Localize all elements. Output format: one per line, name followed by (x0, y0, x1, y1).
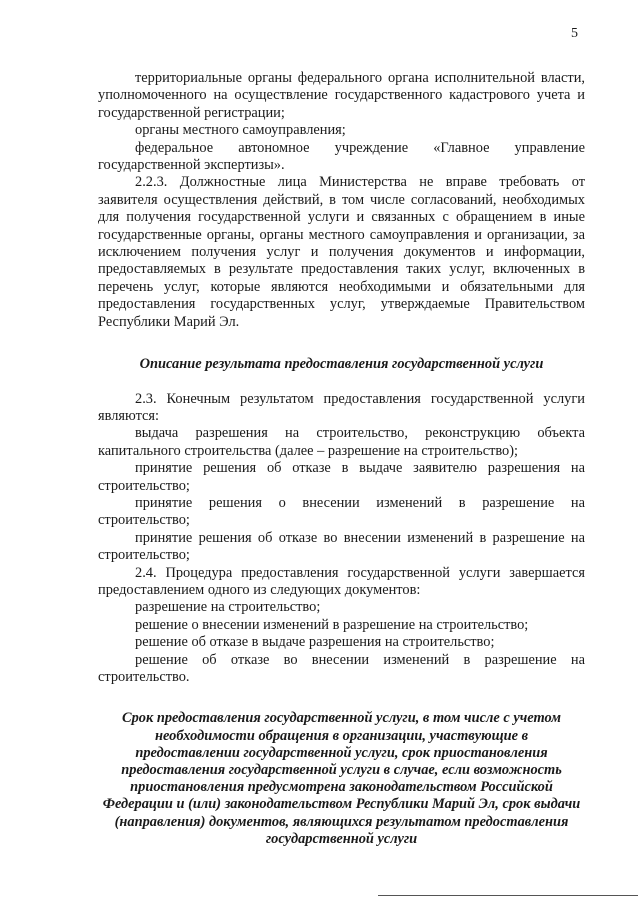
section-heading-term: Срок предоставления государственной услуги, в том числе с учетом необходимости обращения в организации, участвующие в предоставлении государственной услуги, срок приостановления предоставления государственной услуги в случае, если возможность приостановления предусмотрена законодательством Российской Федерации и (или) законодательством Республики Марий Эл, срок выдачи (направления) документов, являющихся результатом предоставления государственной услуги (102, 710, 581, 847)
paragraph: принятие решения о внесении изменений в разрешение на строительство; (98, 494, 585, 529)
paragraph: территориальные органы федерального органа исполнительной власти, уполномоченного на осуществление государственного кадастрового учета и государственной регистрации; (98, 70, 585, 121)
paragraph: 2.2.3. Должностные лица Министерства не вправе требовать от заявителя осуществления действий, в том числе согласований, необходимых для получения государственной услуги и связанных с обращением в иные государственные органы, органы местного самоуправления и организации, за исключением получения услуг и получения документов и информации, предоставляемых в результате предоставления таких услуг, включенных в перечень услуг, которые являются необходимыми и обязательными для предоставления государственных услуг, утверждаемые Правительством Республики Марий Эл. (98, 174, 585, 330)
paragraph: решение о внесении изменений в разрешение на строительство; (135, 616, 529, 633)
section-heading-result: Описание результата предоставления государственной услуги (139, 356, 544, 373)
paragraph: принятие решения об отказе во внесении изменений в разрешение на строительство; (98, 529, 585, 564)
paragraph: федеральное автономное учреждение «Главное управление государственной экспертизы». (98, 139, 585, 174)
paragraph: органы местного самоуправления; (135, 122, 346, 139)
paragraph: 2.4. Процедура предоставления государственной услуги завершается предоставлением одного из следующих документов: (98, 564, 585, 598)
paragraph: разрешение на строительство; (135, 599, 321, 616)
paragraph: решение об отказе во внесении изменений в разрешение на строительство. (98, 651, 585, 685)
paragraph: решение об отказе в выдаче разрешения на строительство; (135, 634, 495, 651)
footer-rule (378, 895, 638, 896)
paragraph: принятие решения об отказе в выдаче заявителю разрешения на строительство; (98, 460, 585, 494)
paragraph: выдача разрешения на строительство, реконструкцию объекта капитального строительства (далее – разрешение на строительство); (98, 425, 585, 459)
document-body (98, 70, 585, 848)
paragraph: 2.3. Конечным результатом предоставления государственной услуги являются: (98, 390, 585, 424)
page-number: 5 (571, 26, 578, 41)
